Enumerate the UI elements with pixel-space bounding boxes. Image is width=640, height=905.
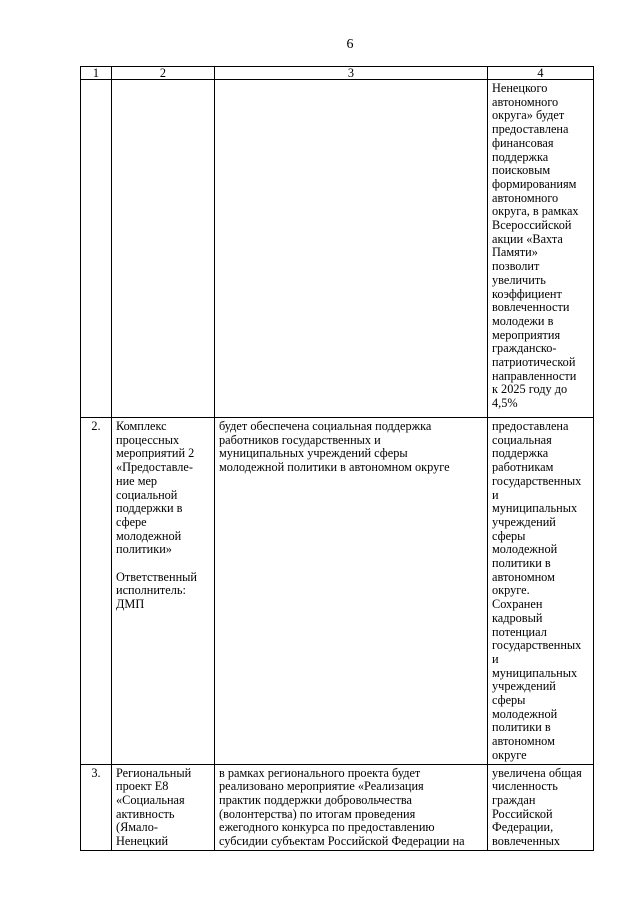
table-row [81, 80, 594, 418]
row-number [81, 80, 112, 418]
measure-name [112, 80, 215, 418]
table-row [81, 764, 594, 850]
measure-result: увеличена общая численность граждан Российской Федерации, вовлеченных [488, 764, 594, 850]
measure-description [215, 80, 488, 418]
measure-description: будет обеспечена социальная поддержка работников государственных и муниципальных учреждений сферы молодежной политики в автономном округе [215, 418, 488, 765]
measure-result: Ненецкого автономного округа» будет предоставлена финансовая поддержка поисковым формированиям автономного округа, в рамках Всероссийской акции «Вахта Памяти» позволит увеличить коэффициент вовлеченности молодежи в мероприятия гражданско- патриотической направленности к 2025 году до 4,5% [488, 80, 594, 418]
table-header-row [81, 67, 594, 80]
page-number: 6 [346, 37, 354, 52]
measure-description: в рамках регионального проекта будет реализовано мероприятие «Реализация практик поддержки добровольчества (волонтерства) по итогам проведения ежегодного конкурса по предоставлению субсидии субъектам Российской Федерации на [215, 764, 488, 850]
measures-table [80, 66, 594, 851]
row-number: 2. [81, 418, 112, 765]
column-header-3: 3 [215, 67, 488, 80]
column-header-4: 4 [488, 67, 594, 80]
measure-result: предоставлена социальная поддержка работникам государственных и муниципальных учреждений сферы молодежной политики в автономном округе. Сохранен кадровый потенциал государственных и муниципальных учреждений сферы молодежной политики в автономном округе [488, 418, 594, 765]
table-row [81, 418, 594, 765]
column-header-2: 2 [112, 67, 215, 80]
row-number: 3. [81, 764, 112, 850]
measure-name: Комплекс процессных мероприятий 2 «Предоставле- ние мер социальной поддержки в сфере молодежной политики» Ответственный исполнитель: ДМП [112, 418, 215, 765]
column-header-1: 1 [81, 67, 112, 80]
measure-name: Региональный проект Е8 «Социальная активность (Ямало- Ненецкий [112, 764, 215, 850]
